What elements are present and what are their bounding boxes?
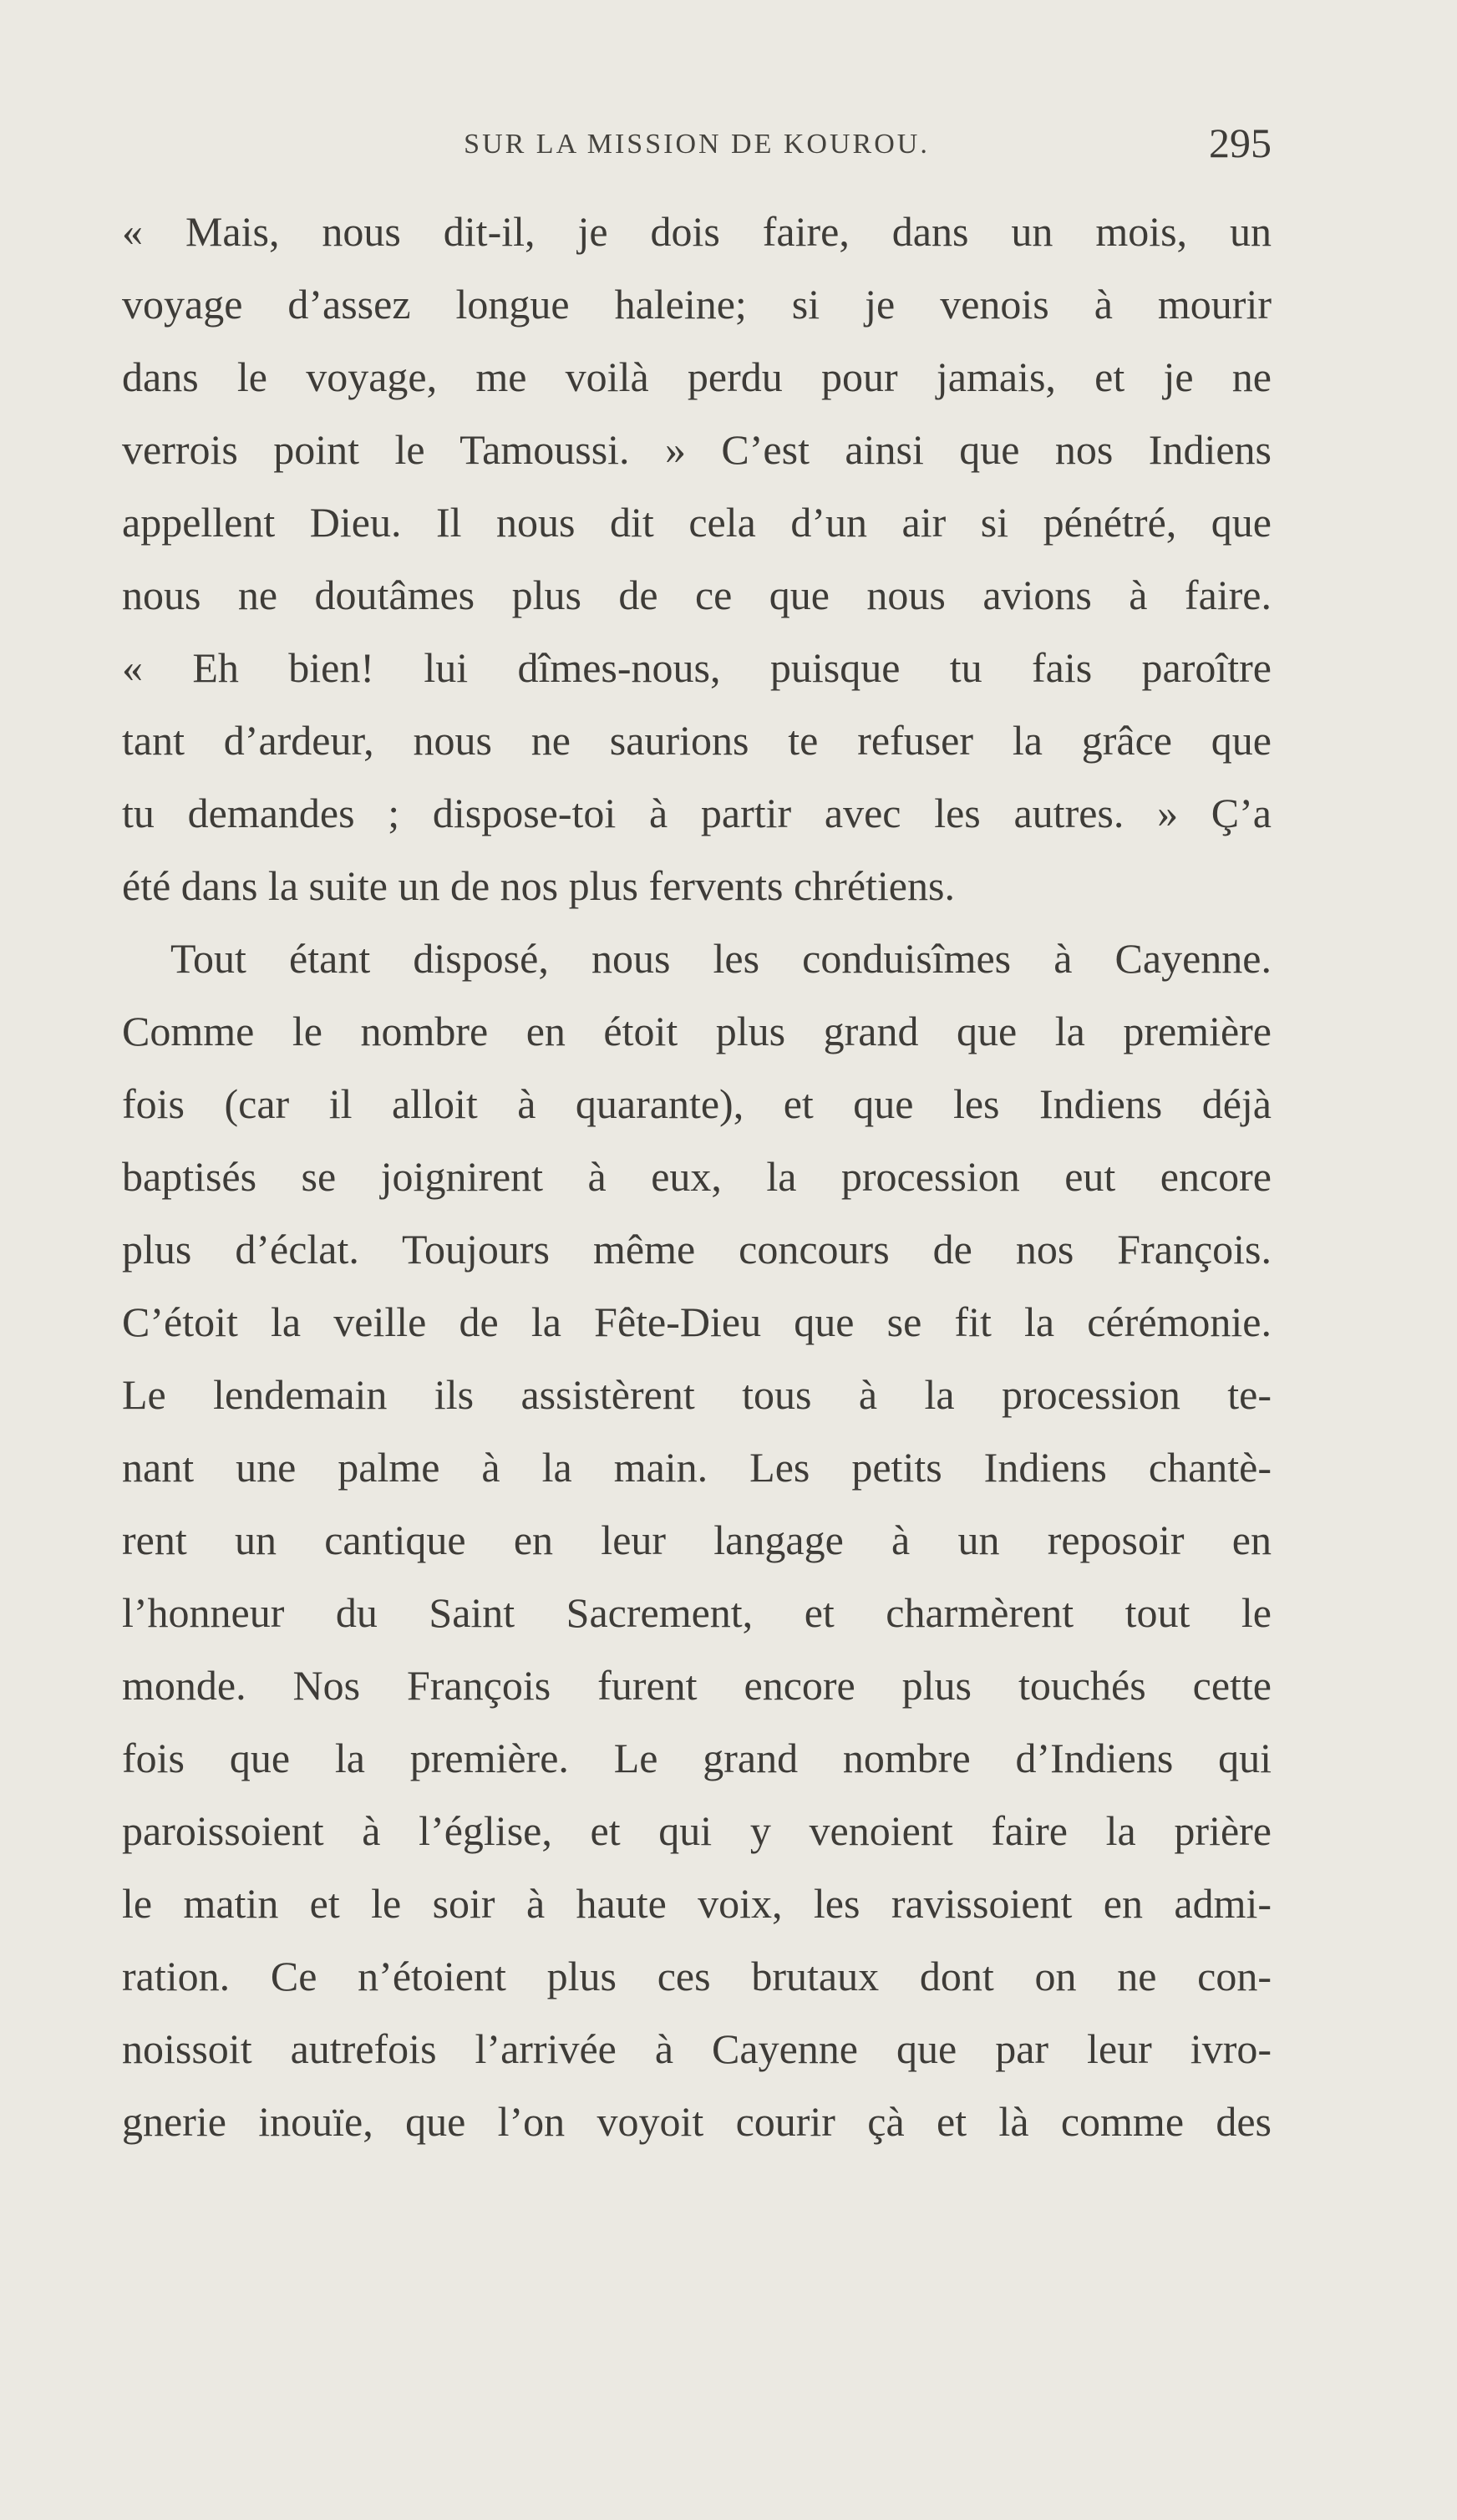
text-line: tu demandes ; dispose-toi à partir avec les autres. » Ç’a bbox=[122, 790, 1272, 836]
text-line: le matin et le soir à haute voix, les ravissoient en admi- bbox=[122, 1880, 1272, 1927]
text-line: Comme le nombre en étoit plus grand que la première bbox=[122, 1008, 1272, 1054]
text-line: ration. Ce n’étoient plus ces brutaux dont on ne con- bbox=[122, 1953, 1272, 1999]
text-line: rent un cantique en leur langage à un reposoir en bbox=[122, 1517, 1272, 1563]
text-line: fois que la première. Le grand nombre d’Indiens qui bbox=[122, 1735, 1272, 1781]
text-line: « Mais, nous dit-il, je dois faire, dans un mois, un bbox=[122, 208, 1272, 255]
text-line: nous ne doutâmes plus de ce que nous avions à faire. bbox=[122, 572, 1272, 618]
text-line: l’honneur du Saint Sacrement, et charmèrent tout le bbox=[122, 1589, 1272, 1636]
running-head bbox=[122, 119, 1272, 169]
text-line: dans le voyage, me voilà perdu pour jamais, et je ne bbox=[122, 353, 1272, 400]
text-line: « Eh bien! lui dîmes-nous, puisque tu fais paroître bbox=[122, 644, 1272, 691]
text-line: monde. Nos François furent encore plus touchés cette bbox=[122, 1662, 1272, 1709]
text-line: paroissoient à l’église, et qui y venoient faire la prière bbox=[122, 1807, 1272, 1854]
page-number: 295 bbox=[1209, 119, 1272, 166]
text-line: tant d’ardeur, nous ne saurions te refuser la grâce que bbox=[122, 717, 1272, 764]
text-line: Le lendemain ils assistèrent tous à la procession te- bbox=[122, 1371, 1272, 1418]
running-title: SUR LA MISSION DE KOUROU. bbox=[464, 129, 930, 160]
text-line: baptisés se joignirent à eux, la procession eut encore bbox=[122, 1153, 1272, 1200]
paragraph-start-line: Tout étant disposé, nous les conduisîmes à Cayenne. bbox=[170, 935, 1272, 982]
text-line: noissoit autrefois l’arrivée à Cayenne que par leur ivro- bbox=[122, 2025, 1272, 2072]
text-line: C’étoit la veille de la Fête-Dieu que se fit la cérémonie. bbox=[122, 1298, 1272, 1345]
text-line: appellent Dieu. Il nous dit cela d’un air si pénétré, que bbox=[122, 499, 1272, 546]
text-line: plus d’éclat. Toujours même concours de nos François. bbox=[122, 1226, 1272, 1273]
text-line: fois (car il alloit à quarante), et que les Indiens déjà bbox=[122, 1080, 1272, 1127]
text-line: nant une palme à la main. Les petits Indiens chantè- bbox=[122, 1444, 1272, 1491]
text-line: gnerie inouïe, que l’on voyoit courir çà et là comme des bbox=[122, 2098, 1272, 2145]
text-line: verrois point le Tamoussi. » C’est ainsi que nos Indiens bbox=[122, 426, 1272, 473]
paragraph-end-line: été dans la suite un de nos plus fervents chrétiens. bbox=[122, 862, 955, 909]
text-line: voyage d’assez longue haleine; si je venois à mourir bbox=[122, 281, 1272, 328]
body-text bbox=[122, 196, 1272, 2158]
